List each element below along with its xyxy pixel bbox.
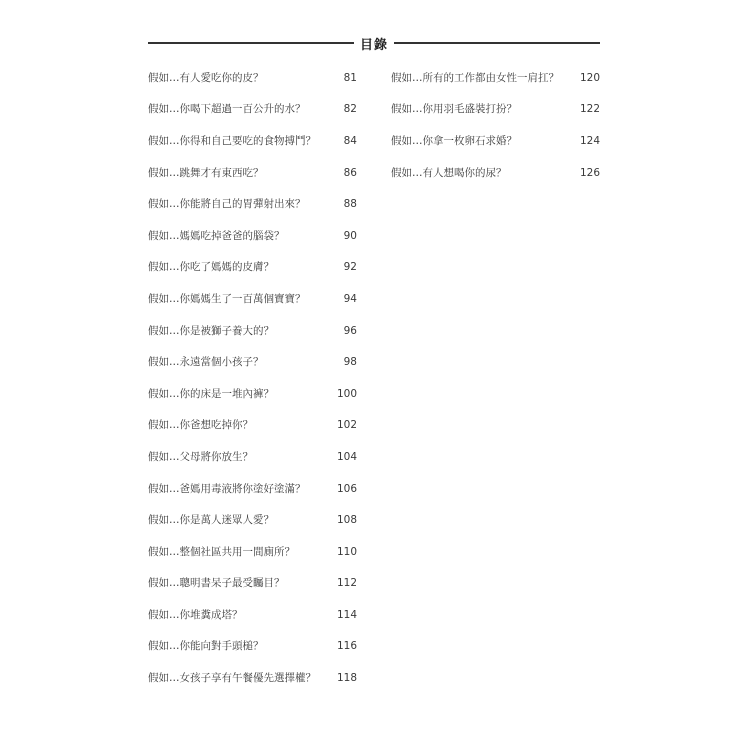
toc-column-right xyxy=(391,62,600,188)
toc-entry xyxy=(148,568,357,600)
toc-entry-title: 假如…你得和自己要吃的食物搏鬥？ xyxy=(148,134,316,147)
toc-entry-page-number: 86 xyxy=(343,166,357,179)
toc-entry-title: 假如…爸媽用毒液將你塗好塗滿？ xyxy=(148,482,306,495)
toc-entry-page-number: 90 xyxy=(343,229,357,242)
toc-entry xyxy=(148,410,357,442)
toc-entry-title: 假如…你是被獅子養大的？ xyxy=(148,324,274,337)
header-rule-right xyxy=(394,42,600,44)
toc-entry-title: 假如…你爸想吃掉你？ xyxy=(148,419,253,432)
toc-entry-title: 假如…你堆糞成塔？ xyxy=(148,608,243,621)
toc-entry xyxy=(148,378,357,410)
toc-entry-title: 假如…你是萬人迷眾人愛？ xyxy=(148,514,274,527)
toc-entry-page-number: 81 xyxy=(343,71,357,84)
toc-entry xyxy=(391,157,600,189)
toc-entry-title: 假如…整個社區共用一間廁所？ xyxy=(148,545,295,558)
toc-entry xyxy=(148,283,357,315)
toc-entry-page-number: 120 xyxy=(579,71,600,84)
toc-entry xyxy=(148,662,357,694)
toc-entry xyxy=(391,125,600,157)
toc-entry-page-number: 108 xyxy=(336,514,357,527)
toc-column-left xyxy=(148,62,357,694)
toc-entry-page-number: 110 xyxy=(336,545,357,558)
toc-entry-page-number: 94 xyxy=(343,292,357,305)
toc-entry-title: 假如…你用羽毛盛裝打扮？ xyxy=(391,103,517,116)
toc-entry-page-number: 114 xyxy=(336,608,357,621)
toc-entry xyxy=(148,125,357,157)
toc-header xyxy=(148,33,600,53)
toc-entry xyxy=(148,504,357,536)
toc-entry-title: 假如…有人愛吃你的皮？ xyxy=(148,71,264,84)
toc-entry xyxy=(148,473,357,505)
toc-entry xyxy=(148,94,357,126)
toc-entry-page-number: 116 xyxy=(336,640,357,653)
toc-entry-title: 假如…你的床是一堆內褲？ xyxy=(148,387,274,400)
header-rule-left xyxy=(148,42,354,44)
toc-entry-title: 假如…你拿一枚卵石求婚？ xyxy=(391,134,517,147)
toc-entry-page-number: 118 xyxy=(336,672,357,685)
toc-entry-page-number: 112 xyxy=(336,577,357,590)
toc-entry-page-number: 104 xyxy=(336,450,357,463)
toc-entry xyxy=(148,62,357,94)
toc-entry xyxy=(148,536,357,568)
toc-entry-page-number: 122 xyxy=(579,103,600,116)
toc-entry xyxy=(148,252,357,284)
toc-entry-title: 假如…有人想喝你的尿？ xyxy=(391,166,507,179)
toc-entry-title: 假如…永遠當個小孩子？ xyxy=(148,356,264,369)
toc-entry-page-number: 88 xyxy=(343,198,357,211)
toc-entry-title: 假如…你喝下超過一百公升的水？ xyxy=(148,103,306,116)
toc-entry xyxy=(148,157,357,189)
toc-entry xyxy=(148,220,357,252)
toc-entry-page-number: 98 xyxy=(343,356,357,369)
toc-entry xyxy=(148,315,357,347)
toc-entry-title: 假如…父母將你放生？ xyxy=(148,450,253,463)
toc-entry-title: 假如…媽媽吃掉爸爸的腦袋？ xyxy=(148,229,285,242)
toc-entry xyxy=(148,441,357,473)
toc-entry-title: 假如…你能向對手頭槌？ xyxy=(148,640,264,653)
toc-entry-page-number: 124 xyxy=(579,134,600,147)
toc-entry xyxy=(148,631,357,663)
toc-entry-page-number: 82 xyxy=(343,103,357,116)
toc-entry xyxy=(391,94,600,126)
toc-entry-page-number: 84 xyxy=(343,134,357,147)
toc-entry-title: 假如…你媽媽生了一百萬個寶寶？ xyxy=(148,292,306,305)
toc-entry-title: 假如…所有的工作都由女性一肩扛？ xyxy=(391,71,559,84)
toc-entry-page-number: 106 xyxy=(336,482,357,495)
toc-entry xyxy=(148,188,357,220)
toc-entry xyxy=(148,346,357,378)
toc-entry-page-number: 92 xyxy=(343,261,357,274)
toc-entry xyxy=(391,62,600,94)
toc-entry-page-number: 102 xyxy=(336,419,357,432)
toc-entry-title: 假如…女孩子享有午餐優先選擇權？ xyxy=(148,672,316,685)
toc-entry-title: 假如…你吃了媽媽的皮膚？ xyxy=(148,261,274,274)
toc-entry-page-number: 96 xyxy=(343,324,357,337)
page-title: 目錄 xyxy=(360,37,389,53)
toc-entry-page-number: 126 xyxy=(579,166,600,179)
toc-entry-title: 假如…聰明書呆子最受矚目？ xyxy=(148,577,285,590)
toc-entry-title: 假如…你能將自己的胃彈射出來？ xyxy=(148,198,306,211)
toc-entry-page-number: 100 xyxy=(336,387,357,400)
toc-entry-title: 假如…跳舞才有東西吃？ xyxy=(148,166,264,179)
toc-entry xyxy=(148,599,357,631)
